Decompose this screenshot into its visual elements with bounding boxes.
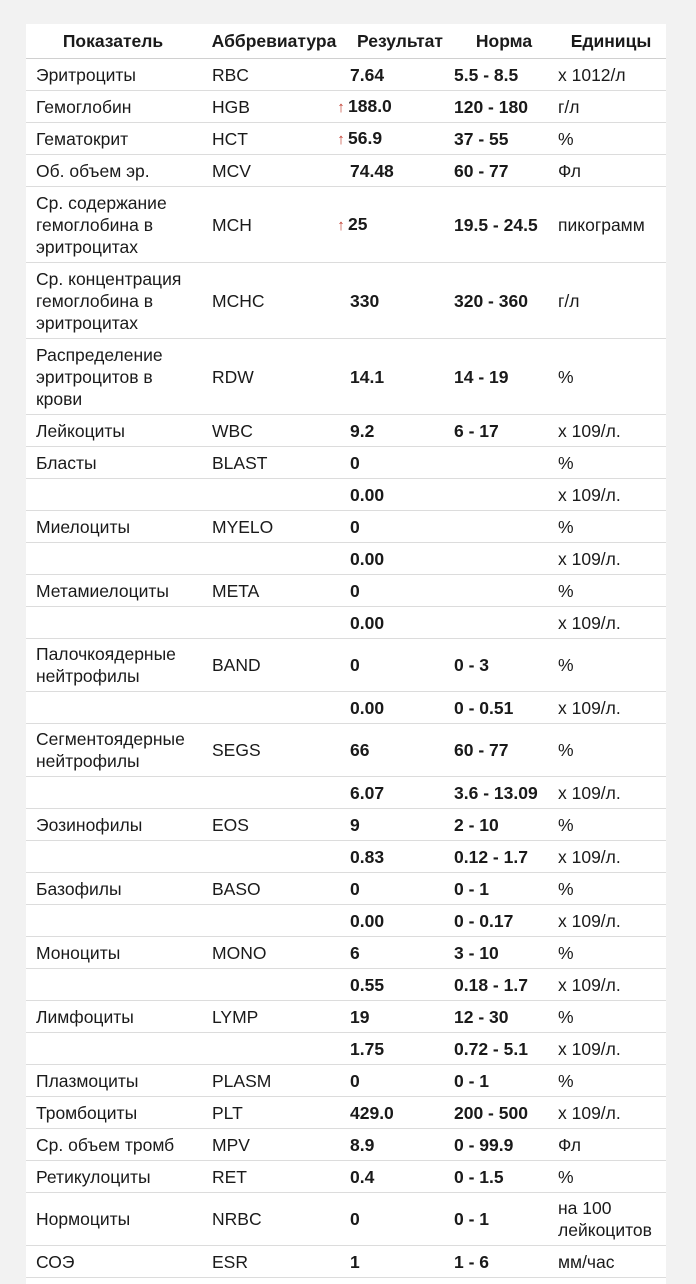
result-value: 1 (350, 1251, 360, 1272)
table-row (26, 937, 666, 969)
result-value: 14.1 (350, 366, 385, 387)
result-value-cell (348, 639, 452, 692)
reference-range: 0 - 3 (452, 639, 556, 692)
reference-range: 120 - 180 (452, 91, 556, 123)
unit: % (556, 639, 666, 692)
result-value: 0 (350, 878, 360, 899)
reference-range: 0 - 0.51 (452, 692, 556, 724)
unit: % (556, 511, 666, 543)
unit: % (556, 873, 666, 905)
unit: Фл (556, 1129, 666, 1161)
reference-range: 3 - 10 (452, 937, 556, 969)
abbreviation: EOS (200, 809, 348, 841)
result-value: 6.07 (350, 782, 385, 803)
result-value-cell (348, 59, 452, 91)
abbreviation: RBC (200, 59, 348, 91)
indicator-name (26, 777, 200, 809)
result-value: 0.4 (350, 1166, 375, 1187)
result-value: 74.48 (350, 160, 394, 181)
table-row (26, 873, 666, 905)
reference-range: 19.5 - 24.5 (452, 187, 556, 263)
abbreviation: MPV (200, 1129, 348, 1161)
indicator-name: СОЭ (26, 1246, 200, 1278)
table-row (26, 969, 666, 1001)
result-value-cell (348, 692, 452, 724)
indicator-name: Лейкоциты (26, 415, 200, 447)
indicator-name: Метамиелоциты (26, 575, 200, 607)
unit: х 109/л. (556, 543, 666, 575)
abbreviation (200, 479, 348, 511)
result-value: 0 (350, 516, 360, 537)
reference-range: 0.18 - 1.7 (452, 969, 556, 1001)
results-body (26, 59, 666, 1278)
result-value: 0 (350, 580, 360, 601)
indicator-name (26, 479, 200, 511)
abbreviation (200, 841, 348, 873)
abbreviation: BAND (200, 639, 348, 692)
reference-range (452, 607, 556, 639)
arrow-up-icon: ↑ (337, 130, 345, 148)
unit: на 100 лейкоцитов (556, 1193, 666, 1246)
indicator-name: Базофилы (26, 873, 200, 905)
unit: х 109/л. (556, 607, 666, 639)
result-value-cell (337, 187, 452, 263)
unit: % (556, 339, 666, 415)
abbreviation: NRBC (200, 1193, 348, 1246)
abbreviation (200, 905, 348, 937)
table-row (26, 91, 666, 123)
result-value-cell (348, 607, 452, 639)
unit: х 109/л. (556, 415, 666, 447)
abbreviation: MYELO (200, 511, 348, 543)
result-value-cell (337, 91, 452, 123)
indicator-name: Гемоглобин (26, 91, 200, 123)
unit: г/л (556, 263, 666, 339)
table-row (26, 692, 666, 724)
result-value-cell (348, 511, 452, 543)
result-value: 1.75 (350, 1038, 385, 1059)
unit: х 1012/л (556, 59, 666, 91)
unit: % (556, 809, 666, 841)
result-value-cell (348, 873, 452, 905)
arrow-up-icon: ↑ (337, 216, 345, 234)
result-value-cell (348, 415, 452, 447)
reference-range: 0 - 99.9 (452, 1129, 556, 1161)
table-row (26, 187, 666, 263)
reference-range: 320 - 360 (452, 263, 556, 339)
abbreviation: MONO (200, 937, 348, 969)
indicator-name: Моноциты (26, 937, 200, 969)
result-value: 429.0 (350, 1102, 394, 1123)
indicator-name: Эозинофилы (26, 809, 200, 841)
result-value: 8.9 (350, 1134, 375, 1155)
table-row (26, 639, 666, 692)
result-value-cell (348, 155, 452, 187)
result-value-cell (348, 905, 452, 937)
table-row (26, 1161, 666, 1193)
reference-range (452, 575, 556, 607)
reference-range (452, 447, 556, 479)
indicator-name: Ср. концентрация гемоглобина в эритроцитах (26, 263, 200, 339)
abbreviation (200, 692, 348, 724)
table-row (26, 841, 666, 873)
result-value-cell (337, 123, 452, 155)
result-value: 25 (348, 213, 368, 234)
reference-range (452, 543, 556, 575)
table-row (26, 543, 666, 575)
arrow-up-icon: ↑ (337, 98, 345, 116)
abbreviation: LYMP (200, 1001, 348, 1033)
result-value-cell (348, 1129, 452, 1161)
result-value: 9 (350, 814, 360, 835)
unit: х 109/л. (556, 841, 666, 873)
indicator-name: Палочкоядерные нейтрофилы (26, 639, 200, 692)
indicator-name: Сегментоядерные нейтрофилы (26, 724, 200, 777)
abbreviation: RDW (200, 339, 348, 415)
result-value: 0 (350, 1209, 360, 1229)
indicator-name: Плазмоциты (26, 1065, 200, 1097)
abbreviation (200, 969, 348, 1001)
reference-range: 0.72 - 5.1 (452, 1033, 556, 1065)
result-value-cell (348, 1097, 452, 1129)
reference-range (452, 479, 556, 511)
result-value: 0 (350, 1070, 360, 1091)
table-row (26, 777, 666, 809)
reference-range: 0.12 - 1.7 (452, 841, 556, 873)
unit: х 109/л. (556, 479, 666, 511)
table-row (26, 415, 666, 447)
table-row (26, 263, 666, 339)
result-value-cell (348, 969, 452, 1001)
table-row (26, 1129, 666, 1161)
reference-range: 5.5 - 8.5 (452, 59, 556, 91)
result-value: 56.9 (348, 127, 383, 148)
table-row (26, 123, 666, 155)
result-value: 0.00 (350, 548, 385, 569)
indicator-name: Ср. содержание гемоглобина в эритроцитах (26, 187, 200, 263)
column-header-result: Результат (348, 24, 452, 59)
result-value: 19 (350, 1006, 370, 1027)
table-row (26, 479, 666, 511)
abbreviation: MCV (200, 155, 348, 187)
table-row (26, 1193, 666, 1246)
unit: х 109/л. (556, 1033, 666, 1065)
table-row (26, 724, 666, 777)
table-row (26, 339, 666, 415)
result-value-cell (348, 937, 452, 969)
indicator-name (26, 969, 200, 1001)
abbreviation: MCHC (200, 263, 348, 339)
indicator-name: Эритроциты (26, 59, 200, 91)
reference-range: 0 - 1 (452, 873, 556, 905)
unit: % (556, 1161, 666, 1193)
unit: % (556, 575, 666, 607)
table-row (26, 809, 666, 841)
indicator-name: Ретикулоциты (26, 1161, 200, 1193)
indicator-name: Лимфоциты (26, 1001, 200, 1033)
abbreviation: HCT (200, 123, 348, 155)
result-value: 0 (350, 655, 360, 675)
abbreviation: SEGS (200, 724, 348, 777)
unit: % (556, 724, 666, 777)
reference-range: 0 - 1 (452, 1193, 556, 1246)
result-value: 188.0 (348, 95, 392, 116)
indicator-name: Распределение эритроцитов в крови (26, 339, 200, 415)
abbreviation: PLT (200, 1097, 348, 1129)
unit: х 109/л. (556, 692, 666, 724)
abbreviation: ESR (200, 1246, 348, 1278)
abbreviation: META (200, 575, 348, 607)
result-value-cell (348, 809, 452, 841)
abbreviation: WBC (200, 415, 348, 447)
reference-range (452, 511, 556, 543)
table-row (26, 1246, 666, 1278)
results-sheet (26, 24, 666, 1284)
table-row (26, 155, 666, 187)
indicator-name (26, 841, 200, 873)
result-value-cell (348, 447, 452, 479)
unit: х 109/л. (556, 1097, 666, 1129)
reference-range: 14 - 19 (452, 339, 556, 415)
indicator-name (26, 1033, 200, 1065)
results-table (26, 24, 666, 1278)
table-row (26, 1097, 666, 1129)
abbreviation: MCH (200, 187, 348, 263)
result-value: 9.2 (350, 420, 375, 441)
result-value-cell (348, 575, 452, 607)
unit: х 109/л. (556, 969, 666, 1001)
indicator-name: Нормоциты (26, 1193, 200, 1246)
indicator-name (26, 543, 200, 575)
table-row (26, 905, 666, 937)
table-row (26, 1033, 666, 1065)
unit: % (556, 1001, 666, 1033)
indicator-name: Тромбоциты (26, 1097, 200, 1129)
indicator-name: Бласты (26, 447, 200, 479)
result-value: 66 (350, 740, 370, 760)
result-value-cell (348, 1161, 452, 1193)
reference-range: 3.6 - 13.09 (452, 777, 556, 809)
column-header-abbreviation: Аббревиатура (200, 24, 348, 59)
table-row (26, 511, 666, 543)
table-row (26, 607, 666, 639)
reference-range: 1 - 6 (452, 1246, 556, 1278)
table-row (26, 447, 666, 479)
reference-range: 60 - 77 (452, 155, 556, 187)
unit: х 109/л. (556, 777, 666, 809)
column-header-norm: Норма (452, 24, 556, 59)
result-value-cell (348, 543, 452, 575)
result-value: 6 (350, 942, 360, 963)
indicator-name: Об. объем эр. (26, 155, 200, 187)
result-value-cell (348, 1246, 452, 1278)
reference-range: 12 - 30 (452, 1001, 556, 1033)
unit: % (556, 447, 666, 479)
unit: % (556, 937, 666, 969)
reference-range: 60 - 77 (452, 724, 556, 777)
result-value-cell (348, 724, 452, 777)
reference-range: 37 - 55 (452, 123, 556, 155)
unit: пикограмм (556, 187, 666, 263)
result-value: 0.00 (350, 612, 385, 633)
unit: мм/час (556, 1246, 666, 1278)
column-header-units: Единицы (556, 24, 666, 59)
reference-range: 2 - 10 (452, 809, 556, 841)
column-header-indicator: Показатель (26, 24, 200, 59)
abbreviation: BASO (200, 873, 348, 905)
indicator-name: Миелоциты (26, 511, 200, 543)
result-value-cell (348, 479, 452, 511)
reference-range: 0 - 1 (452, 1065, 556, 1097)
result-value: 0.00 (350, 910, 385, 931)
abbreviation (200, 543, 348, 575)
reference-range: 200 - 500 (452, 1097, 556, 1129)
indicator-name (26, 607, 200, 639)
reference-range: 0 - 1.5 (452, 1161, 556, 1193)
table-row (26, 575, 666, 607)
indicator-name: Ср. объем тромб (26, 1129, 200, 1161)
abbreviation: PLASM (200, 1065, 348, 1097)
result-value-cell (348, 841, 452, 873)
result-value-cell (348, 263, 452, 339)
abbreviation: RET (200, 1161, 348, 1193)
unit: х 109/л. (556, 905, 666, 937)
result-value: 0.00 (350, 484, 385, 505)
abbreviation: HGB (200, 91, 348, 123)
indicator-name (26, 692, 200, 724)
reference-range: 6 - 17 (452, 415, 556, 447)
abbreviation: BLAST (200, 447, 348, 479)
result-value: 330 (350, 290, 380, 311)
abbreviation (200, 777, 348, 809)
result-value: 7.64 (350, 64, 385, 85)
result-value-cell (348, 1033, 452, 1065)
result-value: 0.55 (350, 974, 385, 995)
result-value: 0.83 (350, 846, 385, 867)
unit: г/л (556, 91, 666, 123)
abbreviation (200, 1033, 348, 1065)
result-value-cell (348, 777, 452, 809)
indicator-name: Гематокрит (26, 123, 200, 155)
unit: Фл (556, 155, 666, 187)
indicator-name (26, 905, 200, 937)
result-value-cell (348, 339, 452, 415)
unit: % (556, 123, 666, 155)
result-value-cell (348, 1001, 452, 1033)
result-value: 0.00 (350, 697, 385, 718)
table-row (26, 59, 666, 91)
table-header-row (26, 24, 666, 59)
abbreviation (200, 607, 348, 639)
table-row (26, 1065, 666, 1097)
unit: % (556, 1065, 666, 1097)
result-value-cell (348, 1193, 452, 1246)
result-value-cell (348, 1065, 452, 1097)
table-row (26, 1001, 666, 1033)
reference-range: 0 - 0.17 (452, 905, 556, 937)
result-value: 0 (350, 452, 360, 473)
